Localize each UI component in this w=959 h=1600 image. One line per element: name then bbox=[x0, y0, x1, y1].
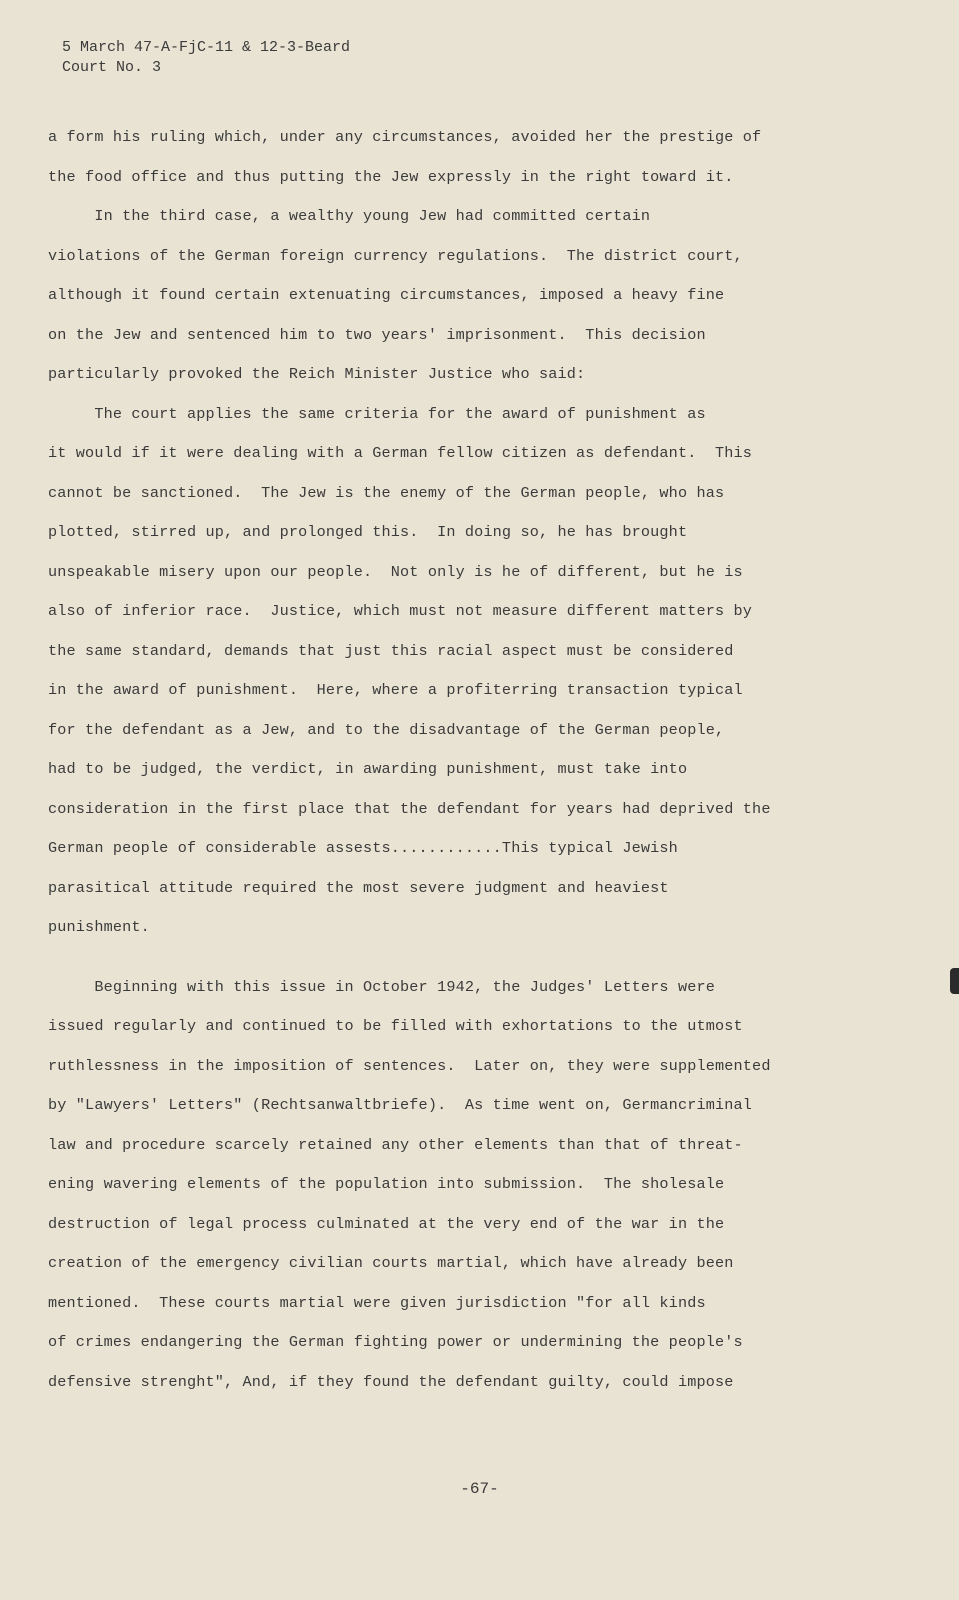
text-line: punishment. bbox=[48, 918, 150, 936]
text-line: law and procedure scarcely retained any other elements than that of threat- bbox=[48, 1135, 743, 1154]
text-line: In the third case, a wealthy young Jew had committed certain bbox=[48, 207, 651, 225]
text-line: plotted, stirred up, and prolonged this. In doing so, he has brought bbox=[48, 523, 688, 541]
text-line: the food office and thus putting the Jew expressly in the right toward it. bbox=[48, 167, 734, 186]
text-line: by "Lawyers' Letters" (Rechtsanwaltbriefe). As time went on, Germancriminal bbox=[48, 1096, 753, 1114]
text-line: cannot be sanctioned. The Jew is the enemy of the German people, who has bbox=[48, 483, 725, 502]
quoted-paragraph bbox=[48, 395, 848, 948]
court-number: Court No. 3 bbox=[62, 59, 162, 76]
text-line: violations of the German foreign currency regulations. The district court, bbox=[48, 246, 743, 265]
text-line: The court applies the same criteria for the award of punishment as bbox=[48, 404, 706, 423]
text-line: for the defendant as a Jew, and to the disadvantage of the German people, bbox=[48, 720, 725, 739]
text-line: ruthlessness in the imposition of sentences. Later on, they were supplemented bbox=[48, 1056, 771, 1075]
text-line: consideration in the first place that the defendant for years had deprived the bbox=[48, 799, 771, 818]
text-line: mentioned. These courts martial were given jurisdiction "for all kinds bbox=[48, 1293, 706, 1312]
paragraph-1 bbox=[48, 118, 848, 197]
page-number: -67- bbox=[460, 1480, 499, 1498]
document-body bbox=[48, 118, 848, 1402]
text-line: creation of the emergency civilian courts martial, which have already been bbox=[48, 1254, 734, 1272]
text-line: in the award of punishment. Here, where a profiterring transaction typical bbox=[48, 681, 743, 699]
text-line: a form his ruling which, under any circumstances, avoided her the prestige of bbox=[48, 128, 762, 146]
text-line: particularly provoked the Reich Minister Justice who said: bbox=[48, 365, 586, 383]
paragraph-spacer bbox=[48, 948, 848, 968]
text-line: also of inferior race. Justice, which must not measure different matters by bbox=[48, 602, 753, 620]
text-line: defensive strenght", And, if they found the defendant guilty, could impose bbox=[48, 1372, 734, 1391]
text-line: it would if it were dealing with a German fellow citizen as defendant. This bbox=[48, 444, 753, 462]
text-line: ening wavering elements of the population into submission. The sholesale bbox=[48, 1175, 725, 1193]
text-line: had to be judged, the verdict, in awarding punishment, must take into bbox=[48, 760, 688, 778]
text-line: of crimes endangering the German fighting power or undermining the people's bbox=[48, 1333, 743, 1351]
text-line: unspeakable misery upon our people. Not only is he of different, but he is bbox=[48, 562, 743, 581]
paragraph-2 bbox=[48, 197, 848, 395]
binding-mark bbox=[950, 968, 959, 994]
text-line: parasitical attitude required the most severe judgment and heaviest bbox=[48, 878, 669, 897]
text-line: the same standard, demands that just this racial aspect must be considered bbox=[48, 641, 734, 660]
document-header bbox=[62, 38, 350, 78]
text-line: on the Jew and sentenced him to two years' imprisonment. This decision bbox=[48, 325, 706, 344]
text-line: German people of considerable assests............This typical Jewish bbox=[48, 839, 678, 857]
text-line: although it found certain extenuating circumstances, imposed a heavy fine bbox=[48, 286, 725, 304]
text-line: Beginning with this issue in October 1942, the Judges' Letters were bbox=[48, 977, 716, 996]
paragraph-4 bbox=[48, 968, 848, 1403]
text-line: destruction of legal process culminated at the very end of the war in the bbox=[48, 1214, 725, 1233]
case-reference: 5 March 47-A-FjC-11 & 12-3-Beard bbox=[62, 39, 351, 56]
text-line: issued regularly and continued to be filled with exhortations to the utmost bbox=[48, 1017, 743, 1035]
